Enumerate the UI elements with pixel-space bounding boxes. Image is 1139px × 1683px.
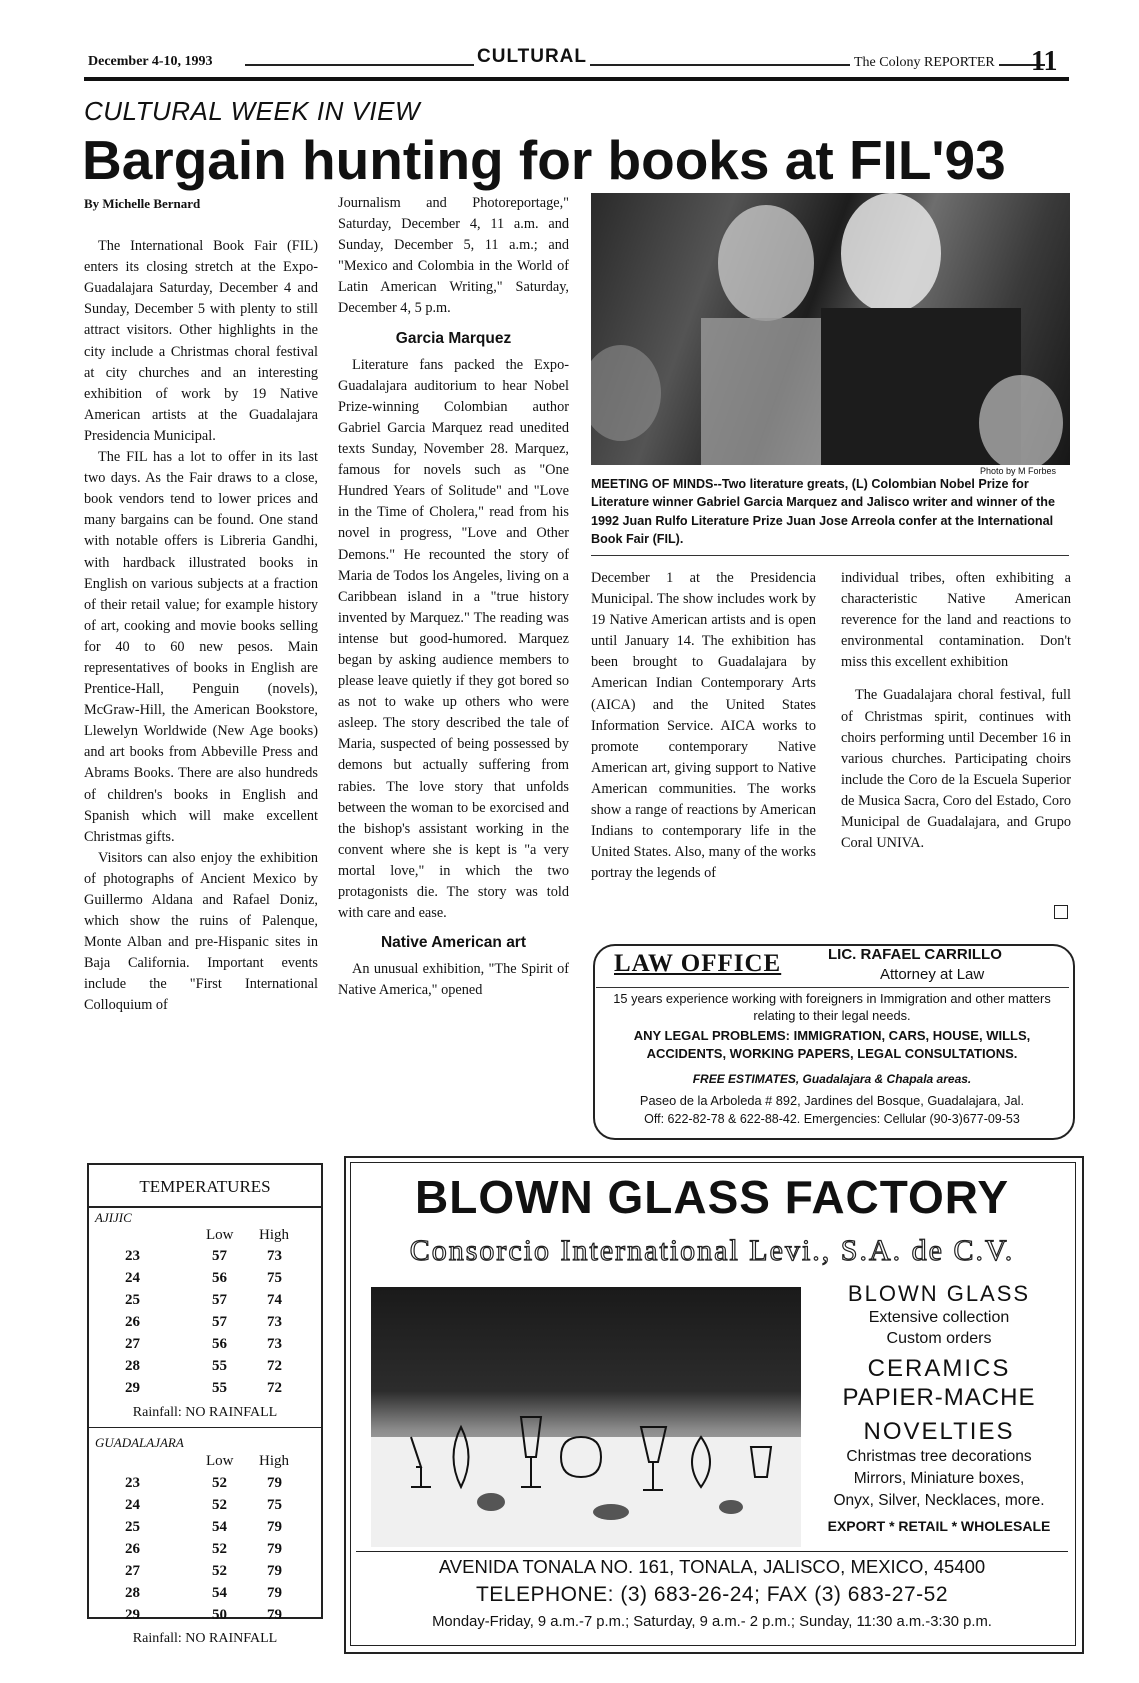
temperatures-box: TEMPERATURES AJIJIC Low High 23 57 73 24 56 75 25 57 74 26 57 73 27 56 73 28 55 72 29 55 72 Rainfall: NO RAINFALL GUADALAJARA Low High 23 52 79 24 52 75 25 54 79 26 52 79 27 52 79 28 54 79 29 50 79 Rainfall: NO RAINFALL	[87, 1163, 323, 1619]
rainfall-ajijic: Rainfall: NO RAINFALL	[132, 1405, 278, 1420]
ad-novelties: NOVELTIES	[863, 1418, 1015, 1445]
city-name-ajijic: AJIJIC	[95, 1210, 132, 1225]
article-paragraph: The International Book Fair (FIL) enters its closing stretch at the Expo-Guadalajara Saturday, December 4 and Sunday, December 5 with plenty to still attract visitors. Other highlights in the city include a Christmas choral festival at city churches and an interesting exhibition of work by 19 Native American artists at the Guadalajara Presidencia Municipal.	[84, 238, 318, 444]
article-paragraph: Visitors can also enjoy the exhibition of photographs of Ancient Mexico by Guillermo Aldana and Rafael Doniz, which show the ruins of Palenque, Monte Alban and pre-Hispanic sites in Baja California. Important events include the "First International Colloquium of	[84, 849, 318, 1014]
caption-rule	[591, 555, 1069, 556]
page-number: 11	[1031, 46, 1058, 77]
law-divider	[596, 987, 1069, 988]
article-paragraph: The FIL has a lot to offer in its last two days. As the Fair draws to a close, book vendors tend to lower prices and many bargains can be found. One stand with notable offers is Libreria Gandhi, with hardback illustrated books in English on various subjects at a fraction of their retail value; for example history of art, cooking and movie books selling for 40 to 60 new pesos. Main representatives of books in English are Prentice-Hall, Penguin (novels), McGraw-Hill, the American Bookstore, Llewelyn Worldwide (New Age books) and art books from Abbeville Press and Abrams Books. There are also hundreds of children's books in English and Spanish which will make excellent Christmas gifts.	[84, 449, 318, 845]
temperatures-title: TEMPERATURES	[139, 1177, 271, 1196]
ad-address: AVENIDA TONALA NO. 161, TONALA, JALISCO, MEXICO, 45400	[438, 1556, 986, 1577]
temperatures-divider	[89, 1427, 321, 1428]
high-label: High	[259, 1453, 289, 1469]
headline: Bargain hunting for books at FIL'93	[82, 129, 1006, 191]
article-paragraph: Literature fans packed the Expo-Guadalajara auditorium to hear Nobel Prize-winning Colombian author Gabriel Garcia Marquez read unedited texts Sunday, November 28. Marquez, famous for novels such as "One Hundred Years of Solitude" and "Love in the Time of Cholera," read from his novel in progress, "Love and Other Demons." He recounted the story of Maria de Todos los Angeles, living on a Caribbean island in a "true history invented by Marquez." The reading was intense but good-humored. Marquez began by asking audience members to please leave quietly if they got bored so as not to wake up others who were asleep. The story described the tale of Maria, suspected of being possessed by demons but actually suffering from rabies. The love story that unfolds between the woman to be exorcised and the bishop's assistant working in the convent where she is kept is "a very mortal love," in which the two protagonists die. The story was told with care and ease.	[338, 356, 569, 922]
photo-caption: MEETING OF MINDS--Two literature greats, (L) Colombian Nobel Prize for Literature winner Gabriel Garcia Marquez and Jalisco writer and winner of the 1992 Juan Rulfo Literature Prize Juan Jose Arreola confer at the International Book Fair (FIL).	[591, 477, 1055, 546]
ad-company: Consorcio International Levi., S.A. de C.V.	[409, 1234, 1015, 1267]
ad-ceramics: CERAMICS	[867, 1355, 1011, 1382]
ad-xmas: Christmas tree decorations	[846, 1448, 1032, 1465]
law-phones: Off: 622-82-78 & 622-88-42. Emergencies: Cellular (90-3)677-09-53	[644, 1112, 1020, 1126]
article-column-2	[338, 193, 569, 1001]
kicker: CULTURAL WEEK IN VIEW	[84, 96, 421, 126]
ad-telephone: TELEPHONE: (3) 683-26-24; FAX (3) 683-27-52	[475, 1583, 949, 1606]
law-problems: ANY LEGAL PROBLEMS: IMMIGRATION, CARS, HOUSE, WILLS, ACCIDENTS, WORKING PAPERS, LEGAL CONSULTATIONS.	[633, 1028, 1031, 1061]
ad-custom: Custom orders	[886, 1330, 992, 1347]
low-label: Low	[206, 1227, 234, 1243]
temperatures-rule	[89, 1206, 321, 1208]
byline: By Michelle Bernard	[84, 196, 201, 211]
law-office-title: LAW OFFICE	[614, 950, 782, 977]
article-paragraph: December 1 at the Presidencia Municipal. The show includes work by 19 Native American artists and is open until January 14. The exhibition has been brought to Guadalajara by American Indian Contemporary Arts (AICA) and the United States Information Service. AICA works to promote contemporary Native American art, giving support to Native American communities. The works show a range of reactions by American Indians to contemporary life in the United States. Also, many of the works portray the legends of	[591, 570, 816, 882]
ad-title: BLOWN GLASS FACTORY	[415, 1171, 1009, 1223]
ad-onyx: Onyx, Silver, Necklaces, more.	[833, 1492, 1045, 1509]
article-paragraph: individual tribes, often exhibiting a characteristic Native American reverence for the land and reactions to environmental contamination. Don't miss this excellent exhibition	[841, 570, 1071, 671]
ad-divider	[356, 1551, 1068, 1552]
newspaper-name: The Colony REPORTER	[850, 55, 999, 71]
article-column-4	[841, 568, 1071, 854]
ad-hours: Monday-Friday, 9 a.m.-7 p.m.; Saturday, 9 a.m.- 2 p.m.; Sunday, 11:30 a.m.-3:30 p.m.	[432, 1614, 992, 1630]
article-paragraph: The Guadalajara choral festival, full of Christmas spirit, continues with choirs performing until December 16 in various churches. Participating choirs include the Coro de la Escuela Superior de Musica Sacra, Coro del Estado, Coro Municipal de Guadalajara, and Grupo Coral UNIVA.	[841, 687, 1071, 852]
lawyer-name: LIC. RAFAEL CARRILLO	[828, 946, 1002, 963]
article-paragraph: Journalism and Photoreportage," Saturday, December 4, 11 a.m. and Sunday, December 5, 11 a.m.; and "Mexico and Colombia in the World of Latin American Writing," Saturday, December 4, 5 p.m.	[338, 195, 569, 317]
law-estimates: FREE ESTIMATES, Guadalajara & Chapala areas.	[692, 1072, 972, 1086]
end-mark-icon	[1054, 905, 1068, 919]
folio-date: December 4-10, 1993	[88, 54, 213, 69]
header-rule	[84, 77, 1069, 81]
rainfall-guadalajara: Rainfall: NO RAINFALL	[132, 1631, 278, 1646]
news-photo	[591, 193, 1070, 465]
article-column-3	[591, 568, 816, 884]
glassware-photo	[371, 1287, 801, 1547]
article-column-1	[84, 193, 318, 1017]
photo-credit: Photo by M Forbes	[980, 466, 1057, 476]
subhead-garcia-marquez: Garcia Marquez	[395, 329, 512, 347]
glassware-illustration	[371, 1287, 801, 1547]
subhead-native-american-art: Native American art	[380, 934, 527, 952]
low-label: Low	[206, 1453, 234, 1469]
city-name-guadalajara: GUADALAJARA	[95, 1435, 184, 1450]
ad-export: EXPORT * RETAIL * WHOLESALE	[827, 1518, 1051, 1534]
section-label: CULTURAL	[474, 46, 590, 68]
high-label: High	[259, 1227, 289, 1243]
lawyer-role: Attorney at Law	[880, 966, 985, 983]
ad-extensive: Extensive collection	[868, 1309, 1010, 1326]
ad-papier: PAPIER-MACHE	[842, 1384, 1036, 1411]
law-address: Paseo de la Arboleda # 892, Jardines del Bosque, Guadalajara, Jal.	[639, 1093, 1025, 1108]
law-experience: 15 years experience working with foreigners in Immigration and other matters relating to their legal needs.	[613, 991, 1051, 1023]
ad-blown-glass: BLOWN GLASS	[847, 1281, 1031, 1306]
article-paragraph: An unusual exhibition, "The Spirit of Native America," opened	[338, 961, 569, 999]
ad-mirrors: Mirrors, Miniature boxes,	[853, 1470, 1025, 1487]
photo-figures	[591, 193, 1070, 465]
